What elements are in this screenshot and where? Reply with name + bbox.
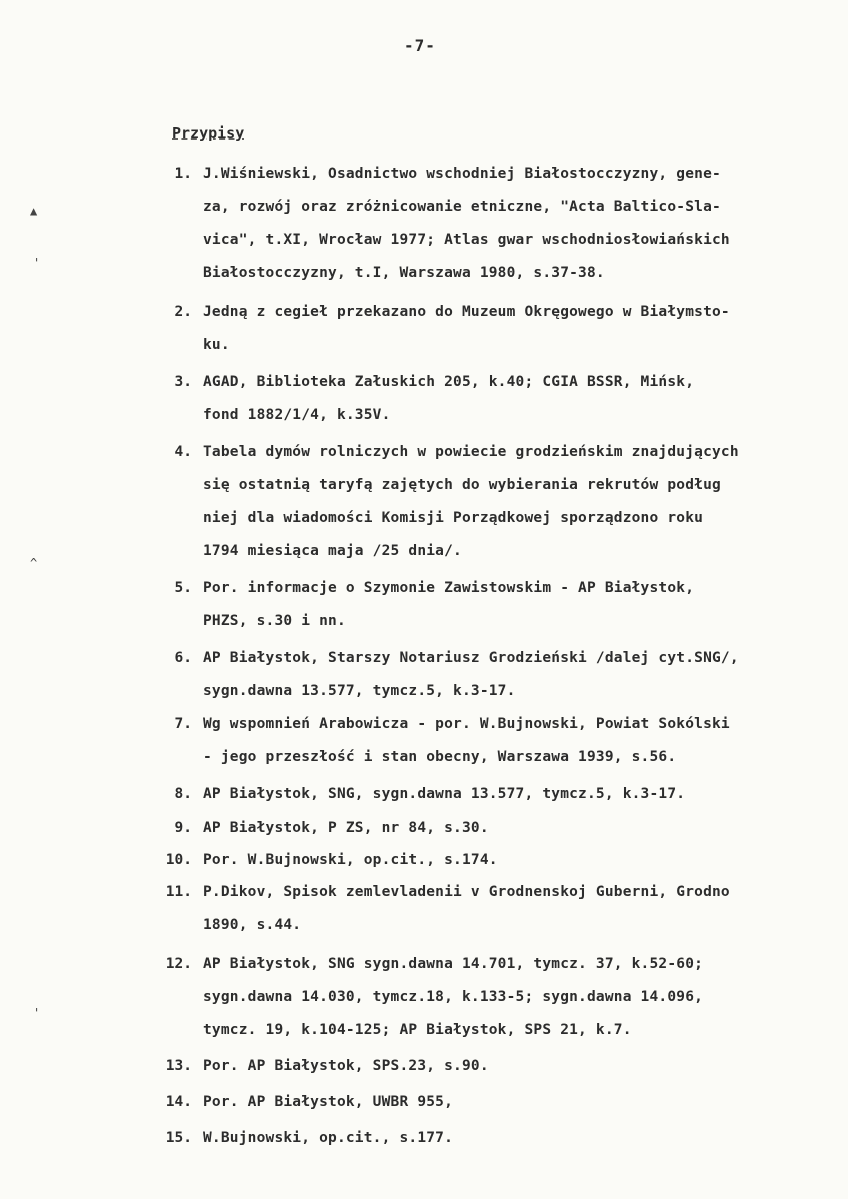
footnote-line: Por. AP Białystok, UWBR 955, bbox=[203, 1094, 454, 1110]
footnote-line: niej dla wiadomości Komisji Porządkowej sporządzono roku bbox=[203, 510, 704, 526]
footnote-line: Por. AP Białystok, SPS.23, s.90. bbox=[203, 1058, 489, 1074]
page-number: -7- bbox=[404, 36, 436, 55]
margin-mark: ▲ bbox=[30, 204, 38, 218]
footnote-number: 2. bbox=[174, 304, 192, 320]
footnote-number: 8. bbox=[174, 786, 192, 802]
footnote-line: AP Białystok, SNG sygn.dawna 14.701, tymcz. 37, k.52-60; bbox=[203, 956, 704, 972]
footnote-number: 14. bbox=[165, 1094, 192, 1110]
footnote-line: vica", t.XI, Wrocław 1977; Atlas gwar wschodniosłowiańskich bbox=[203, 232, 730, 248]
footnote-line: fond 1882/1/4, k.35V. bbox=[203, 407, 391, 423]
footnote-line: sygn.dawna 14.030, tymcz.18, k.133-5; sygn.dawna 14.096, bbox=[203, 989, 704, 1005]
footnote-line: Białostocczyzny, t.I, Warszawa 1980, s.37-38. bbox=[203, 265, 605, 281]
margin-mark: ' bbox=[33, 1006, 41, 1020]
footnote-line: 1794 miesiąca maja /25 dnia/. bbox=[203, 543, 462, 559]
footnote-line: Por. W.Bujnowski, op.cit., s.174. bbox=[203, 852, 498, 868]
footnote-line: Por. informacje o Szymonie Zawistowskim - AP Białystok, bbox=[203, 580, 695, 596]
footnote-line: W.Bujnowski, op.cit., s.177. bbox=[203, 1130, 454, 1146]
footnote-line: Tabela dymów rolniczych w powiecie grodzieńskim znajdujących bbox=[203, 444, 739, 460]
footnote-number: 1. bbox=[174, 166, 192, 182]
footnote-number: 10. bbox=[165, 852, 192, 868]
footnote-line: AGAD, Biblioteka Załuskich 205, k.40; CGIA BSSR, Mińsk, bbox=[203, 374, 695, 390]
footnotes-heading: Przypisy bbox=[172, 124, 245, 142]
margin-mark: ^ bbox=[30, 556, 38, 570]
footnote-line: ku. bbox=[203, 337, 230, 353]
footnote-number: 9. bbox=[174, 820, 192, 836]
footnote-line: tymcz. 19, k.104-125; AP Białystok, SPS 21, k.7. bbox=[203, 1022, 632, 1038]
footnote-line: J.Wiśniewski, Osadnictwo wschodniej Białostocczyzny, gene- bbox=[203, 166, 721, 182]
footnote-line: za, rozwój oraz zróżnicowanie etniczne, "Acta Baltico-Sla- bbox=[203, 199, 721, 215]
footnote-number: 15. bbox=[165, 1130, 192, 1146]
footnote-line: AP Białystok, Starszy Notariusz Grodzieński /dalej cyt.SNG/, bbox=[203, 650, 739, 666]
footnote-number: 7. bbox=[174, 716, 192, 732]
footnote-number: 6. bbox=[174, 650, 192, 666]
footnote-number: 11. bbox=[165, 884, 192, 900]
footnote-number: 4. bbox=[174, 444, 192, 460]
footnote-number: 13. bbox=[165, 1058, 192, 1074]
footnote-number: 5. bbox=[174, 580, 192, 596]
footnote-line: - jego przeszłość i stan obecny, Warszawa 1939, s.56. bbox=[203, 749, 677, 765]
footnote-line: 1890, s.44. bbox=[203, 917, 302, 933]
footnote-number: 3. bbox=[174, 374, 192, 390]
footnote-line: Wg wspomnień Arabowicza - por. W.Bujnowski, Powiat Sokólski bbox=[203, 716, 730, 732]
footnote-line: AP Białystok, P ZS, nr 84, s.30. bbox=[203, 820, 489, 836]
footnote-line: Jedną z cegieł przekazano do Muzeum Okręgowego w Białymsto- bbox=[203, 304, 730, 320]
margin-mark: ' bbox=[33, 256, 41, 270]
footnote-line: sygn.dawna 13.577, tymcz.5, k.3-17. bbox=[203, 683, 516, 699]
footnote-line: P.Dikov, Spisok zemlevladenii v Grodnenskoj Guberni, Grodno bbox=[203, 884, 730, 900]
footnote-line: AP Białystok, SNG, sygn.dawna 13.577, tymcz.5, k.3-17. bbox=[203, 786, 686, 802]
footnote-number: 12. bbox=[165, 956, 192, 972]
footnote-line: się ostatnią taryfą zajętych do wybierania rekrutów podług bbox=[203, 477, 721, 493]
footnote-line: PHZS, s.30 i nn. bbox=[203, 613, 346, 629]
